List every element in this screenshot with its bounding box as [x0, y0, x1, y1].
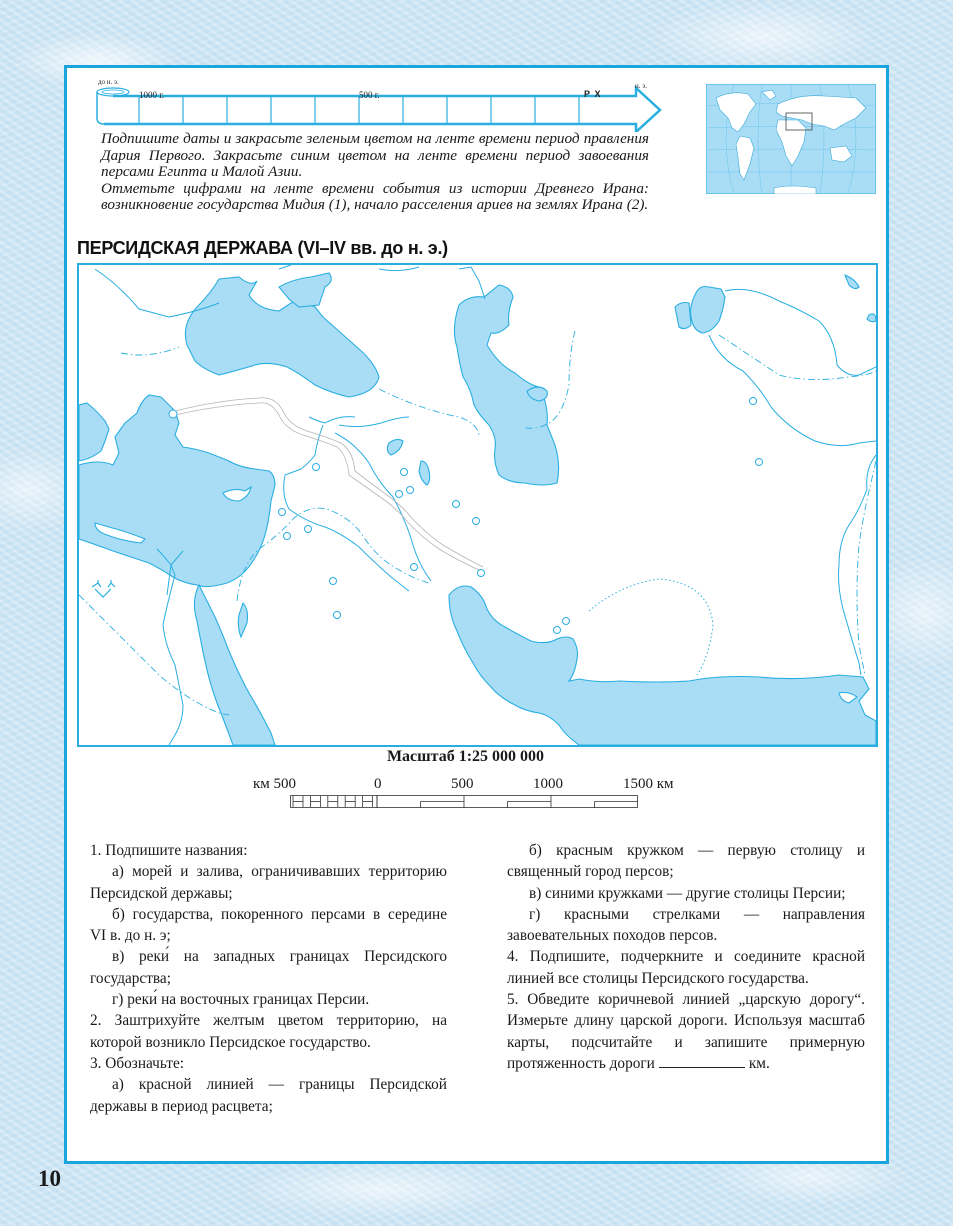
task-item	[90, 1010, 447, 1053]
city-marker	[334, 612, 341, 619]
aral-sea	[691, 287, 725, 334]
city-marker	[396, 491, 403, 498]
border-line	[121, 347, 179, 355]
city-marker	[279, 509, 286, 516]
task-item	[507, 904, 865, 947]
city-marker	[554, 627, 561, 634]
city-marker	[478, 570, 485, 577]
city-marker	[756, 459, 763, 466]
caspian-sea	[454, 285, 558, 485]
scale-label-minus500: км 500	[253, 776, 297, 792]
tasks-left-column	[90, 840, 447, 1117]
task-text: а) морей и залива, ограничивавших территорию Персидской державы;	[90, 863, 447, 902]
map-title: ПЕРСИДСКАЯ ДЕРЖАВА (VI–IV вв. до н. э.)	[77, 238, 448, 258]
border-line	[719, 335, 876, 380]
red-sea	[194, 585, 275, 745]
indus-river	[839, 455, 877, 675]
scale-title: Масштаб 1:25 000 000	[386, 748, 545, 765]
dotted-boundary	[589, 579, 713, 675]
scale-label-500: 500	[451, 776, 474, 792]
timeline-instructions	[101, 131, 649, 214]
city-marker	[750, 398, 757, 405]
city-marker	[411, 564, 418, 571]
task-text: б) государства, покоренного персами в середине VI в. до н. э;	[90, 905, 447, 945]
task-text: 5. Обведите коричневой линией „царскую дорогу“. Измерьте длину царской дороги. Используя масштаб карты, подсчитайте и запишите примерную протяженность дороги	[507, 991, 865, 1072]
task-text: г) реки́ на восточных границах Персии.	[112, 991, 370, 1009]
task-text: а) красной линией — границы Персидской державы в период расцвета;	[90, 1076, 447, 1115]
task-text: в) синими кружками — другие столицы Персии;	[529, 884, 846, 902]
task-text: 1. Подпишите названия:	[90, 842, 248, 859]
page-number: 10	[38, 1166, 61, 1191]
task-item	[90, 946, 447, 989]
task-text: 3. Обозначьте:	[90, 1054, 184, 1072]
timeline-label-1000: 1000 г.	[139, 90, 165, 100]
city-marker	[453, 501, 460, 508]
contour-map	[77, 263, 878, 747]
border-line	[857, 461, 876, 675]
lake-van	[387, 439, 403, 455]
lake-balkhash	[845, 275, 859, 289]
city-marker	[563, 618, 570, 625]
timeline	[96, 78, 666, 132]
answer-unit: км.	[748, 1054, 770, 1072]
instruction-paragraph: Подпишите даты и закрасьте зеленым цветом на ленте времени период правления Дария Первого. Закрасьте синим цветом на ленте времени период завоевания персами Египта и Малой Азии.	[101, 130, 649, 181]
task-text: 2. Заштрихуйте желтым цветом территорию, на которой возникло Персидское государство.	[90, 1012, 447, 1051]
oxus-river	[709, 335, 876, 446]
instruction-paragraph: Отметьте цифрами на ленте времени события из истории Древнего Ирана: возникновение государства Мидия (1), начало расселения ариев на землях Ирана (2).	[101, 179, 649, 214]
city-marker	[330, 578, 337, 585]
task-text: 4. Подпишите, подчеркните и соедините красной линией все столицы Персидского государства.	[507, 948, 865, 987]
timeline-label-rx: Р Х	[584, 89, 602, 99]
aral-west	[675, 303, 691, 329]
lake-issyk	[867, 314, 876, 322]
task-text: в) реки́ на западных границах Персидского государства;	[90, 948, 447, 987]
lake-urmia	[419, 461, 430, 485]
city-marker	[473, 518, 480, 525]
scale-label-1000: 1000	[533, 776, 563, 792]
city-marker	[407, 487, 414, 494]
scale-bar	[290, 795, 640, 814]
city-marker	[401, 469, 408, 476]
tasks-right-column	[507, 840, 865, 1074]
task-item	[507, 989, 865, 1074]
scale-label-0: 0	[374, 776, 382, 792]
task-item	[507, 946, 865, 989]
timeline-end-label: н. э.	[635, 82, 648, 90]
task-text: б) красным кружком — первую столицу и священный город персов;	[507, 842, 865, 881]
scale-label-1500: 1500 км	[623, 776, 674, 792]
border-line	[379, 389, 479, 435]
world-map-icon	[706, 84, 876, 194]
timeline-start-label: до н. э.	[98, 78, 119, 86]
answer-blank[interactable]	[659, 1055, 745, 1068]
mediterranean-sea	[79, 403, 109, 461]
black-sea	[185, 277, 379, 397]
task-item	[90, 1074, 447, 1117]
task-item	[90, 861, 447, 904]
city-marker	[305, 526, 312, 533]
oasis-icon	[92, 580, 115, 597]
task-item	[507, 883, 865, 904]
timeline-label-500: 500 г.	[359, 90, 380, 100]
syr-darya-river	[725, 289, 876, 375]
city-marker	[313, 464, 320, 471]
task-item	[507, 840, 865, 883]
task-item	[90, 989, 447, 1010]
city-marker	[169, 410, 177, 418]
task-item	[90, 840, 447, 861]
timeline-ribbon	[96, 84, 666, 132]
persian-gulf	[449, 586, 876, 745]
task-item	[90, 904, 447, 947]
gulf-of-aqaba	[238, 603, 247, 637]
sea-of-azov	[279, 273, 331, 307]
task-text: г) красными стрелками — направления завоевательных походов персов.	[507, 905, 865, 945]
task-item	[90, 1053, 447, 1074]
city-marker	[284, 533, 291, 540]
